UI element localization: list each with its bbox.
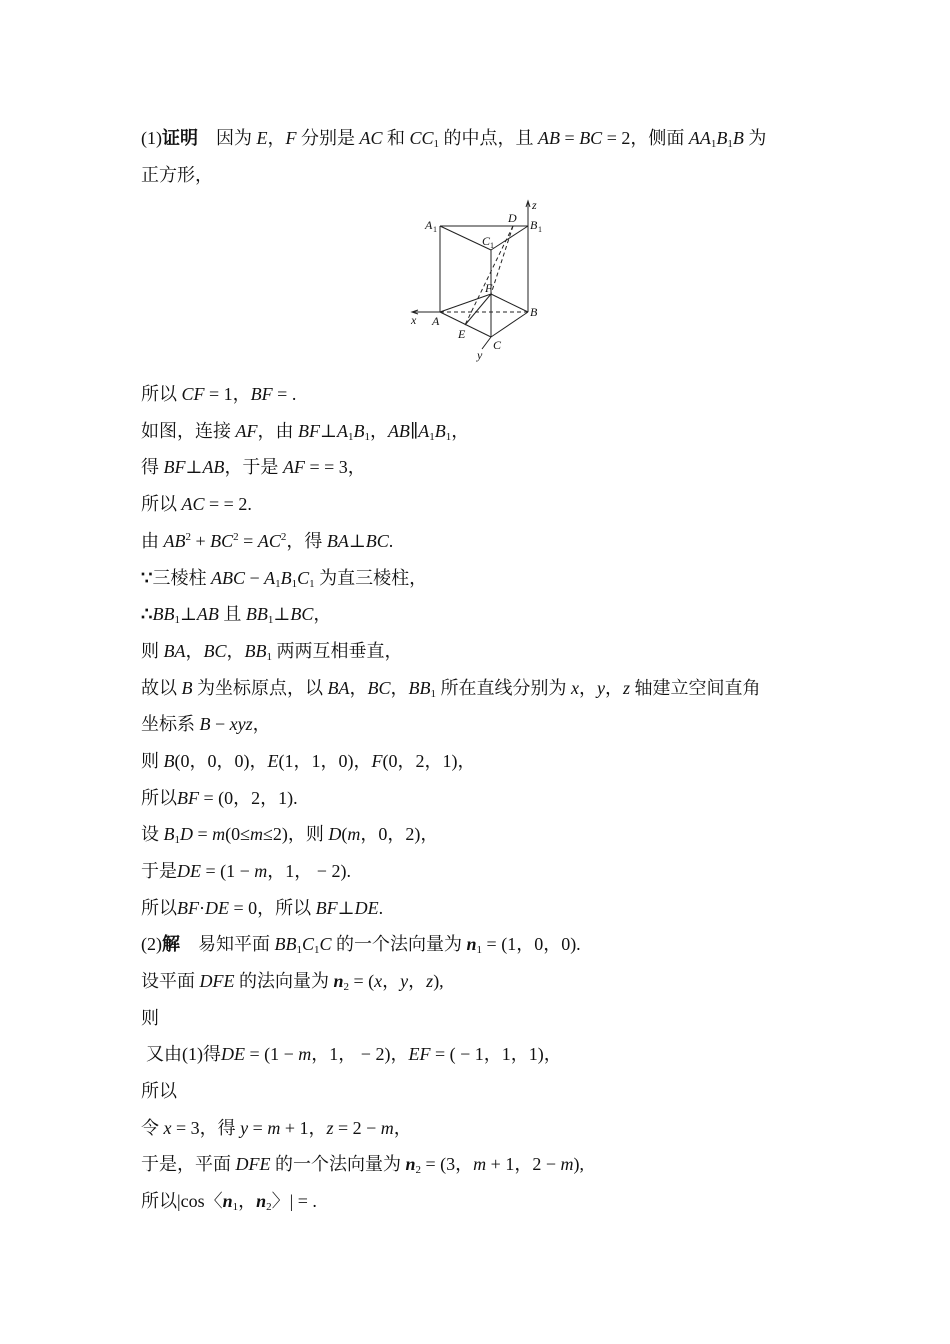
text: BA [327,678,350,698]
label-a1: A [425,218,433,232]
text-line [141,162,213,188]
text: 1 [364,431,370,443]
text: ，于是 [224,457,283,477]
text: xyz [229,714,253,734]
text: ⊥ [337,898,355,918]
text: ，由 [257,421,298,441]
text: 2 [266,1201,272,1213]
text: z [326,1118,334,1138]
text: C [302,934,315,954]
text: 如图，连接 [141,421,236,441]
text: AF [282,457,305,477]
text: n [333,971,344,991]
text: 的一个法向量为 [270,1154,406,1174]
text: 为直三棱柱， [314,568,428,588]
text: DE [354,898,379,918]
text: m [347,824,361,844]
text: B [353,421,365,441]
text-line [141,821,438,847]
text: BC [203,641,227,661]
text: y [240,1118,249,1138]
text: ), [433,971,444,991]
text: DFE [199,971,235,991]
text: = ( − 1，1，1)， [430,1044,562,1064]
text: B [434,421,446,441]
text-line [141,895,383,921]
text: . [378,898,384,918]
segment-df [491,226,513,294]
text: = [304,457,325,477]
text: 分别是 [296,128,360,148]
text: x [163,1118,172,1138]
text: 坐标系 [141,714,200,734]
text: m [380,1118,394,1138]
text-line [141,1188,317,1214]
text: = [248,1118,268,1138]
text: ， [390,678,409,698]
text: 1 [309,578,315,590]
text: B [163,824,175,844]
text: ， [408,971,427,991]
text: D [328,824,342,844]
text: 所以 [141,494,182,514]
text: DE [221,1044,245,1064]
text-line [141,675,761,701]
text: AB [538,128,561,148]
text: = [193,824,213,844]
text: F [371,751,383,771]
text: 则 [141,641,164,661]
text: ， [238,1191,257,1211]
text: E [256,128,268,148]
text: z [623,678,631,698]
text: BB [408,678,431,698]
text: C [297,568,310,588]
text: DE [177,861,201,881]
prism-figure [405,197,555,367]
text-line [141,638,403,664]
text: AB [163,531,186,551]
label-c1-sub: 1 [490,241,494,250]
text-line [141,418,469,444]
text: . [388,531,394,551]
text: D [180,824,193,844]
text: = (1 − [201,861,255,881]
text: AC [181,494,205,514]
text: 证明 [162,128,198,148]
text: 1 [174,834,180,846]
text: 所以|cos〈 [141,1191,223,1211]
text: BC [210,531,234,551]
text-line [141,125,766,151]
text: n [222,1191,233,1211]
text: BC [290,604,314,624]
text: 2 [233,531,239,543]
text: 由 [141,531,164,551]
text: B [181,678,193,698]
text: 于是，平面 [141,1154,236,1174]
text: BF [250,384,273,404]
text: B [716,128,728,148]
text: 1 [174,614,180,626]
text: 两两互相垂直， [272,641,403,661]
text: · [199,898,205,918]
text: 为 [743,128,767,148]
text: 设平面 [141,971,200,991]
text: BC [367,678,391,698]
text: BB [274,934,297,954]
text: BF [177,898,199,918]
text: 1 [710,138,717,150]
text: 1 [275,578,281,590]
text: = (1，0，0). [482,934,581,954]
text: ， [349,678,368,698]
text: 所在直线分别为 [436,678,572,698]
text: 则 [141,751,164,771]
text: (2) [141,934,162,954]
y-axis [482,337,491,349]
text: ， [252,714,271,734]
text: ), [573,1154,584,1174]
text: ( [341,824,348,844]
label-b: B [530,305,538,319]
text: B [163,751,175,771]
text: n [256,1191,267,1211]
text: m [250,824,264,844]
text: = 2，侧面 [602,128,689,148]
text: 和 [382,128,410,148]
text: 于是 [141,861,177,881]
text: B [199,714,211,734]
text: (0，2，1)， [382,751,476,771]
text: 令 [141,1118,164,1138]
text: = 3，得 [171,1118,241,1138]
text: ，1， − 2). [267,861,351,881]
text: 所以 [141,1081,177,1101]
text: BF [177,788,199,808]
text: 2 [280,531,287,543]
text-line [141,454,366,480]
text: 2 [343,981,350,993]
edge-c1b1 [491,226,528,250]
text: 1 [296,944,302,956]
text-line [141,785,298,811]
text: ∥ [409,421,419,441]
text: n [405,1154,416,1174]
label-d: D [508,211,517,225]
text: 1 [430,688,437,700]
text-line [141,491,252,517]
text: = 3， [324,457,366,477]
text: = 0，所以 [229,898,316,918]
text: ⊥ [348,531,366,551]
text: 1 [445,431,452,443]
text: BA [326,531,349,551]
text: ， [382,971,401,991]
text: = (1 − [245,1044,299,1064]
text: AB [196,604,219,624]
text: 1 [267,614,274,626]
text: 〉| = . [271,1191,317,1211]
text: = ( [349,971,375,991]
text-line [141,1078,177,1104]
text: BC [579,128,603,148]
text: 三棱柱 [152,568,211,588]
text: ， [579,678,598,698]
text: = 2. [223,494,252,514]
text: 易知平面 [180,934,275,954]
text: BB [245,604,268,624]
text: ， [226,641,245,661]
text: A [418,421,430,441]
text: 正方形， [141,165,213,185]
text: 的法向量为 [234,971,334,991]
text: BF [163,457,186,477]
text-line [141,601,331,627]
text: 因为 [198,128,257,148]
text: 轴建立空间直角 [630,678,761,698]
text: 1 [266,651,273,663]
text: ， [605,678,624,698]
text: x [571,678,580,698]
text: (0≤ [225,824,251,844]
text: 为坐标原点，以 [192,678,328,698]
text: 1 [291,578,298,590]
text-line [141,858,351,884]
text: m [473,1154,487,1174]
label-c: C [493,338,502,352]
text: = (3， [421,1154,474,1174]
text: DE [205,898,229,918]
label-f: F [485,281,493,295]
text: (1) [141,128,162,148]
text: AC [257,531,281,551]
text: ， [369,421,388,441]
text: ABC [210,568,245,588]
text: m [298,1044,312,1064]
text: = . [272,384,297,404]
text: A [336,421,348,441]
text: AF [235,421,258,441]
text: m [267,1118,281,1138]
text: 1 [347,431,354,443]
text: E [267,751,279,771]
text-line [141,968,444,994]
text: m [212,824,226,844]
text: 故以 [141,678,182,698]
label-b1-sub: 1 [538,225,542,234]
label-b1: B [530,218,538,232]
text-line [141,931,581,957]
text-line [141,565,427,591]
text: ，得 [286,531,327,551]
text: m [560,1154,574,1174]
text-line [141,748,476,774]
text-line [141,1005,159,1031]
label-e: E [458,327,466,341]
text-line [141,1151,584,1177]
text-line [146,1041,562,1067]
label-x: x [411,313,417,327]
text-line [141,1115,412,1141]
text: AC [359,128,383,148]
text: 则 [141,1008,159,1028]
text: m [254,861,268,881]
text: 所以 [141,788,177,808]
text: CF [181,384,205,404]
text: B [280,568,292,588]
text: A [264,568,276,588]
text-line [141,381,296,407]
text: 得 [141,457,164,477]
text: 1 [433,138,440,150]
text: 所以 [141,898,177,918]
text: 所以 [141,384,182,404]
text: 1 [429,431,435,443]
text: B [732,128,744,148]
label-a: A [432,314,440,328]
label-c1: C [482,234,491,248]
text: ∴ [141,604,153,624]
text: = [204,494,224,514]
segment-fb [491,294,528,312]
text: + 1，2 − [486,1154,561,1174]
text: CC [409,128,434,148]
text: BA [163,641,186,661]
text: − [210,714,230,734]
text: AB [202,457,225,477]
text: y [400,971,409,991]
text: + [191,531,211,551]
text: 1 [727,138,733,150]
text: ，1， − 2)， [311,1044,409,1064]
text: = [238,531,258,551]
text: 的中点，且 [439,128,539,148]
text: + 1， [280,1118,327,1138]
text: 1 [232,1201,239,1213]
text: 2 [185,531,191,543]
text: ， [451,421,470,441]
text: ∵ [141,568,153,588]
text: ≤2)，则 [263,824,329,844]
text: (1，1，0)， [278,751,372,771]
text: ， [185,641,204,661]
text: AA [688,128,711,148]
label-z: z [532,198,537,212]
text: 解 [162,934,180,954]
text: BB [152,604,175,624]
edge-cb [491,312,528,337]
text: ， [393,1118,412,1138]
label-a1-sub: 1 [433,225,437,234]
text-line [141,528,393,554]
text: 2 [415,1164,422,1176]
text: (0，0，0)， [174,751,268,771]
text: 设 [141,824,164,844]
text: ，0，2)， [360,824,439,844]
text: ， [313,604,332,624]
text-line [141,711,271,737]
text: DFE [235,1154,271,1174]
text: 的一个法向量为 [331,934,467,954]
text: F [285,128,297,148]
text: BF [298,421,320,441]
text: ⊥ [273,604,291,624]
text: EF [408,1044,431,1064]
text: 1 [476,944,483,956]
text: BB [244,641,267,661]
text: AB [387,421,410,441]
text: 且 [218,604,246,624]
text: 1 [314,944,320,956]
text: ⊥ [179,604,197,624]
text: BC [365,531,389,551]
text: 又由(1)得 [146,1044,221,1064]
text: BF [315,898,338,918]
text: n [466,934,477,954]
text: ， [267,128,286,148]
text: ⊥ [185,457,203,477]
text: = [560,128,580,148]
text: C [319,934,332,954]
text: = 2 − [333,1118,381,1138]
text: = (0，2，1). [199,788,298,808]
text: = 1， [204,384,251,404]
text: z [426,971,434,991]
text: y [597,678,606,698]
text: x [374,971,383,991]
label-y: y [477,348,483,362]
text: ⊥ [320,421,337,441]
text: − [244,568,265,588]
